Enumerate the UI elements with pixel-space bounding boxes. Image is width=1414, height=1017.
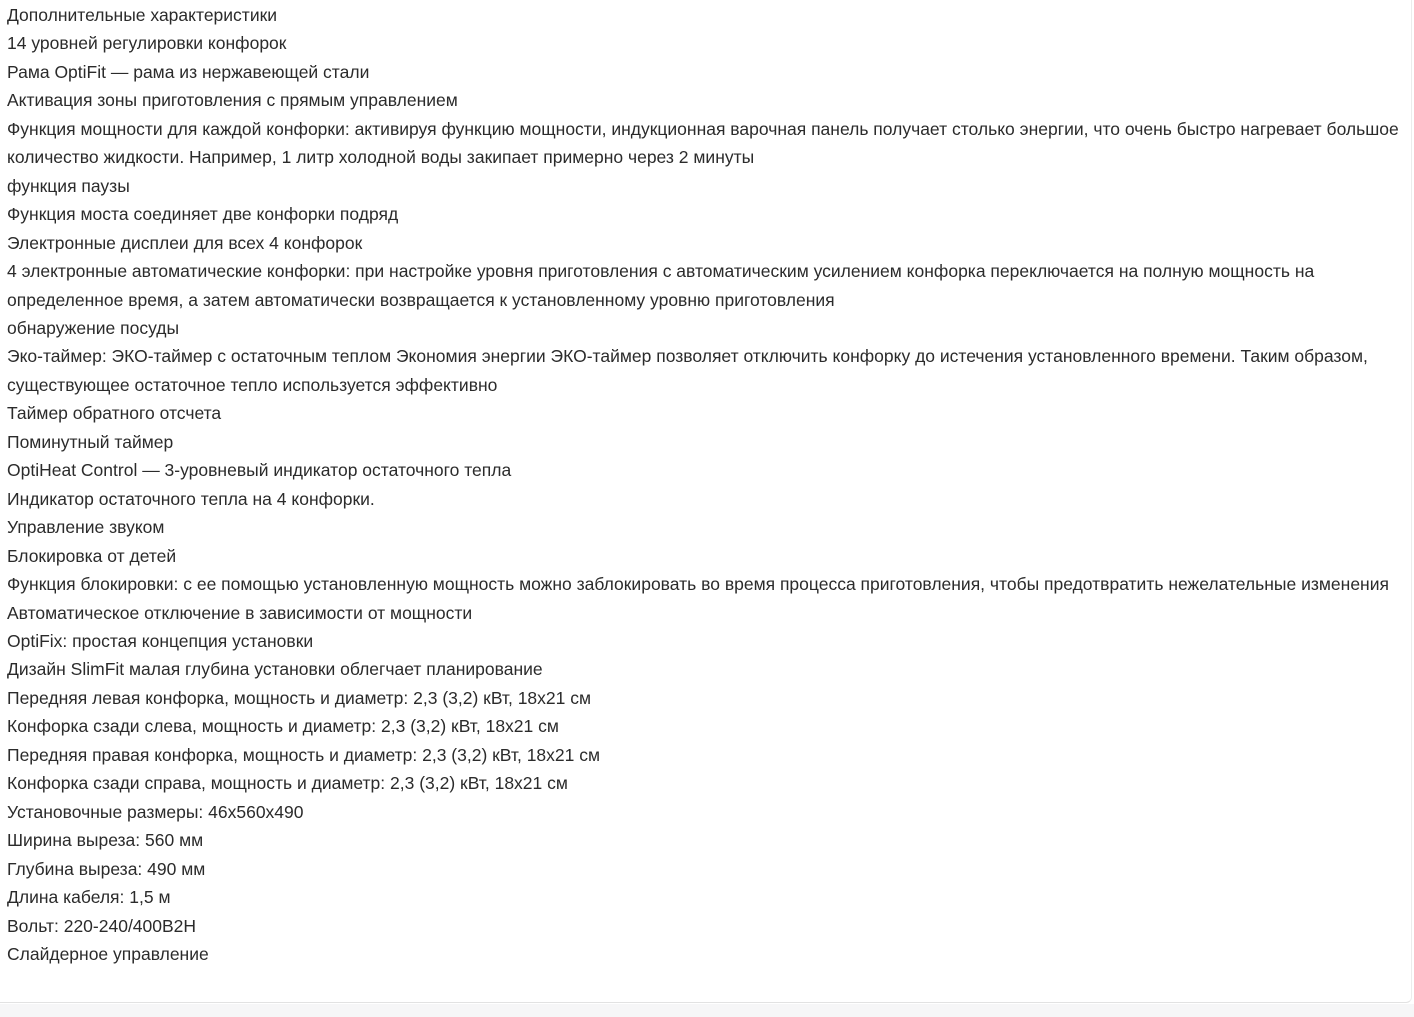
feature-line: Индикатор остаточного тепла на 4 конфорки. (7, 488, 375, 509)
feature-line: Активация зоны приготовления с прямым управлением (7, 90, 458, 111)
feature-line: OptiHeat Control — 3-уровневый индикатор остаточного тепла (7, 460, 512, 481)
feature-line: Блокировка от детей (7, 545, 177, 566)
feature-line: Таймер обратного отсчета (7, 403, 222, 424)
feature-line: Глубина выреза: 490 мм (7, 858, 206, 879)
feature-line: Установочные размеры: 46x560x490 (7, 801, 304, 822)
feature-line: Функция мощности для каждой конфорки: активируя функцию мощности, индукционная варочная панель получает столько энергии, что очень быстро нагревает большое количество жидкости. Например, 1 литр холодной воды закипает примерно через 2 минуты (7, 118, 1399, 168)
feature-line: обнаружение посуды (7, 317, 180, 338)
feature-line: Передняя правая конфорка, мощность и диаметр: 2,3 (3,2) кВт, 18x21 см (7, 744, 601, 765)
feature-line: Поминутный таймер (7, 431, 174, 452)
feature-line: 4 электронные автоматические конфорки: при настройке уровня приготовления с автоматическим усилением конфорка переключается на полную мощность на определенное время, а затем автоматически возвращается к установленному уровню приготовления (7, 261, 1315, 310)
feature-line: Ширина выреза: 560 мм (7, 830, 204, 851)
feature-line: Электронные дисплеи для всех 4 конфорок (7, 232, 363, 253)
feature-line: функция паузы (7, 175, 130, 196)
page-bottom-strip (0, 1004, 1414, 1017)
feature-line: OptiFix: простая концепция установки (7, 630, 314, 651)
feature-line: Рама OptiFit — рама из нержавеющей стали (7, 61, 370, 82)
feature-line: Передняя левая конфорка, мощность и диаметр: 2,3 (3,2) кВт, 18x21 см (7, 687, 592, 708)
feature-line: Слайдерное управление (7, 943, 209, 964)
feature-line: Вольт: 220-240/400В2Н (7, 915, 197, 936)
feature-line: Дизайн SlimFit малая глубина установки облегчает планирование (7, 659, 543, 680)
feature-line: Длина кабеля: 1,5 м (7, 887, 171, 908)
feature-line: Автоматическое отключение в зависимости от мощности (7, 602, 473, 623)
feature-line: Конфорка сзади справа, мощность и диаметр: 2,3 (3,2) кВт, 18x21 см (7, 773, 568, 794)
feature-line: Функция блокировки: с ее помощью установленную мощность можно заблокировать во время процесса приготовления, чтобы предотвратить нежелательные изменения (7, 574, 1389, 595)
feature-line: Дополнительные характеристики (7, 5, 278, 25)
feature-line: Функция моста соединяет две конфорки подряд (7, 204, 399, 225)
feature-line: Конфорка сзади слева, мощность и диаметр: 2,3 (3,2) кВт, 18x21 см (7, 716, 559, 737)
feature-line: 14 уровней регулировки конфорок (7, 33, 287, 54)
feature-line: Управление звуком (7, 517, 165, 538)
feature-line: Эко-таймер: ЭКО-таймер с остаточным теплом Экономия энергии ЭКО-таймер позволяет отключить конфорку до истечения установленного времени. Таким образом, существующее остаточное тепло используется эффективно (7, 346, 1368, 395)
